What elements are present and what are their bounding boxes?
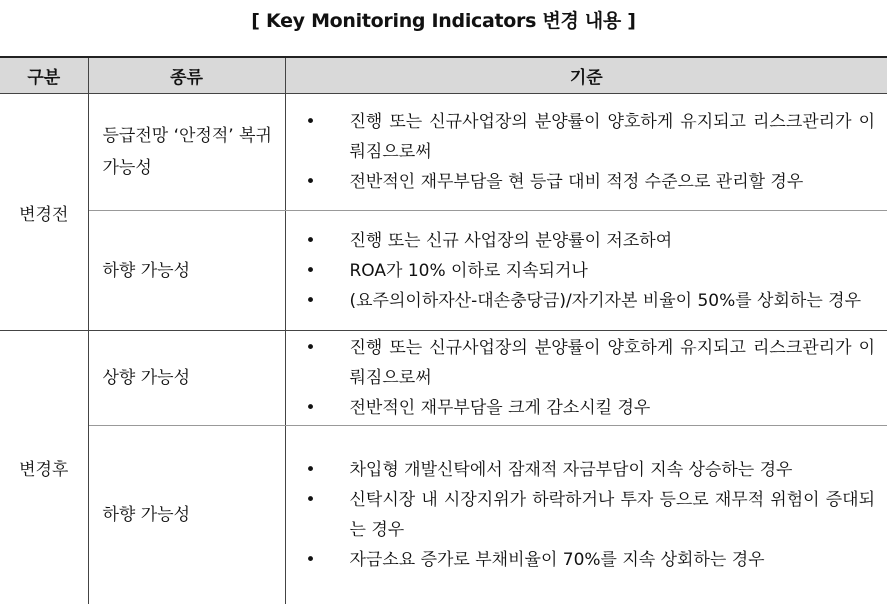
criteria-item: • 전반적인 재무부담을 크게 감소시킬 경우 xyxy=(286,393,876,423)
bullet-icon: • xyxy=(305,459,316,480)
criteria-item: • 진행 또는 신규 사업장의 분양률이 저조하여 xyxy=(286,226,876,256)
criteria-cell xyxy=(285,211,887,331)
kind-cell: 하향 가능성 xyxy=(88,211,285,331)
table-row xyxy=(0,211,887,331)
criteria-cell xyxy=(285,426,887,604)
criteria-item: • 자금소요 증가로 부채비율이 70%를 지속 상회하는 경우 xyxy=(286,545,876,575)
criteria-cell xyxy=(285,331,887,426)
bullet-icon: • xyxy=(305,290,316,311)
page-title: [ Key Monitoring Indicators 변경 내용 ] xyxy=(251,10,636,32)
criteria-item: • ROA가 10% 이하로 지속되거나 xyxy=(286,256,876,286)
criteria-cell xyxy=(285,94,887,211)
bullet-icon: • xyxy=(305,260,316,281)
criteria-item: • 신탁시장 내 시장지위가 하락하거나 투자 등으로 재무적 위험이 증대되는 경우 xyxy=(286,485,876,545)
monitoring-table xyxy=(0,56,887,604)
criteria-item: • 전반적인 재무부담을 현 등급 대비 적정 수준으로 관리할 경우 xyxy=(286,167,876,197)
table-row xyxy=(0,94,887,211)
header-row xyxy=(0,57,887,94)
header-category: 구분 xyxy=(0,57,88,94)
kind-cell: 등급전망 ‘안정적’ 복귀 가능성 xyxy=(88,94,285,211)
bullet-icon: • xyxy=(305,230,316,251)
table-row xyxy=(0,426,887,604)
table-row xyxy=(0,331,887,426)
bullet-icon: • xyxy=(305,112,316,132)
header-criteria: 기준 xyxy=(285,57,887,94)
bullet-icon: • xyxy=(305,549,316,570)
bullet-icon: • xyxy=(305,172,316,192)
kind-cell: 상향 가능성 xyxy=(88,331,285,426)
bullet-icon: • xyxy=(305,489,316,510)
criteria-item: • 차입형 개발신탁에서 잠재적 자금부담이 지속 상승하는 경우 xyxy=(286,455,876,485)
header-kind: 종류 xyxy=(88,57,285,94)
kind-cell: 하향 가능성 xyxy=(88,426,285,604)
criteria-item: • 진행 또는 신규사업장의 분양률이 양호하게 유지되고 리스크관리가 이뤄짐으로써 xyxy=(286,107,876,167)
criteria-item: • (요주의이하자산-대손충당금)/자기자본 비율이 50%를 상회하는 경우 xyxy=(286,286,876,316)
category-cell: 변경전 xyxy=(0,94,88,331)
bullet-icon: • xyxy=(305,338,316,358)
bullet-icon: • xyxy=(305,398,316,418)
category-cell: 변경후 xyxy=(0,331,88,604)
criteria-item: • 진행 또는 신규사업장의 분양률이 양호하게 유지되고 리스크관리가 이뤄짐으로써 xyxy=(286,333,876,393)
